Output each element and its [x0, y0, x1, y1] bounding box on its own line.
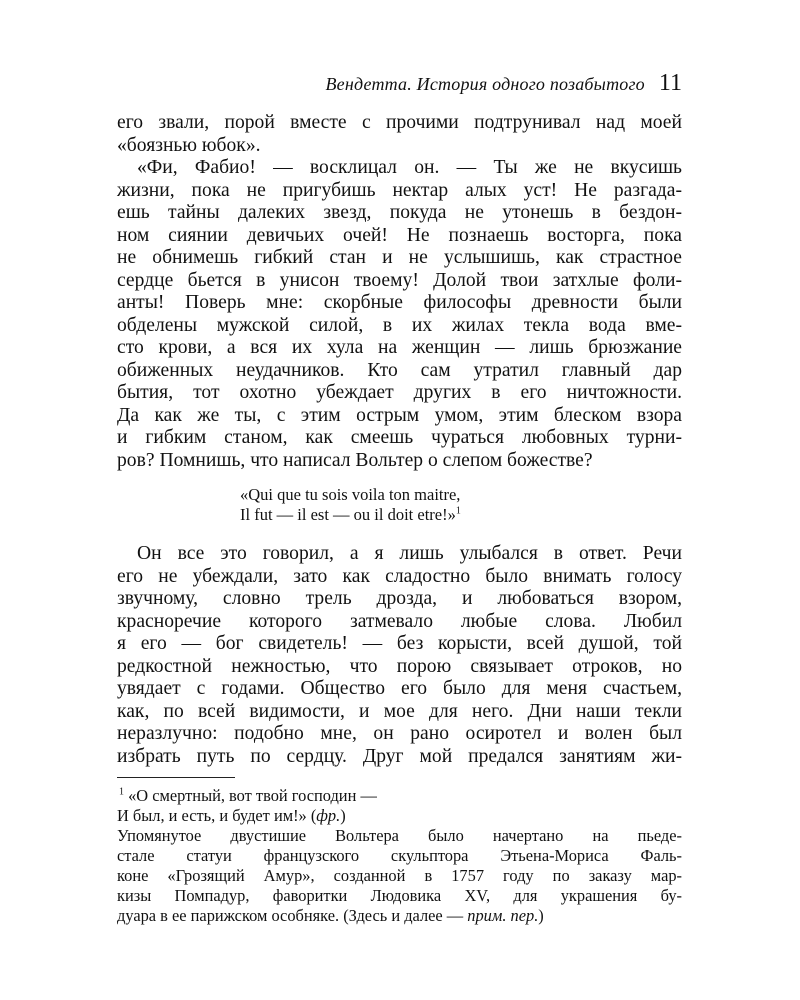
footnote-line [117, 806, 682, 826]
text-line: Да как же ты, с этим острым умом, этим блеском взора [117, 404, 682, 426]
verse-line-text: Il fut — il est — ou il doit etre!» [240, 505, 456, 524]
text-line: звучному, словно трель дрозда, и любоваться взором, [117, 588, 682, 609]
paragraph-3 [117, 543, 682, 768]
footnote-marker: 1 [119, 786, 124, 798]
text-line: ешь тайны далеких звезд, покуда не утонешь в бездон- [117, 202, 682, 223]
footnote-verse-line: И был, и есть, и будет им!» ( [117, 806, 317, 825]
footnote-lang: фр. [316, 806, 341, 825]
footnote-paren: ) [340, 806, 346, 825]
verse-line: «Qui que tu sois voila ton maitre, [240, 485, 461, 504]
footnote-note-type: прим. пер. [467, 906, 539, 925]
verse-line [240, 505, 682, 525]
footnote-line: Упомянутое двустишие Вольтера было начертано на пьеде- [117, 826, 682, 845]
text-line: не обнимешь гибкий стан и не услышишь, как страстное [117, 247, 682, 268]
text-line: «Фи, Фабио! — восклицал он. — Ты же не вкусишь [137, 157, 682, 178]
main-text [117, 112, 682, 768]
text-line: сердце бьется в унисон твоему! Долой твои затхлые фоли- [117, 269, 682, 291]
paragraph-1 [117, 112, 682, 157]
footnote-line [117, 786, 682, 806]
footnote-line: кизы Помпадур, фаворитки Людовика XV, для украшения бу- [117, 886, 682, 905]
footnote-line: коне «Грозящий Амур», созданной в 1757 году по заказу мар- [117, 866, 682, 885]
text-line: я его — бог свидетель! — без корысти, всей душой, той [117, 633, 682, 654]
text-line: бытия, тот охотно убеждает других в его ничтожности. [117, 382, 682, 403]
text-line: Он все это говорил, а я лишь улыбался в ответ. Речи [137, 543, 682, 564]
text-line: его не убеждали, зато как сладостно было внимать голосу [117, 565, 682, 587]
text-line: его звали, порой вместе с прочими подтрунивал над моей [117, 112, 682, 133]
text-line: ном сиянии девичьих очей! Не познаешь восторга, пока [117, 224, 682, 246]
running-title: Вендетта. История одного позабытого [325, 74, 645, 94]
text-line: обиженных неудачников. Кто сам утратил главный дар [117, 359, 682, 381]
text-line: «боязнью юбок». [117, 134, 261, 156]
footnote-text: дуара в ее парижском особняке. (Здесь и далее — [117, 906, 468, 925]
paragraph-2 [117, 157, 682, 472]
text-line: увядает с годами. Общество его было для меня счастьем, [117, 678, 682, 699]
footnote-ref: 1 [455, 505, 461, 517]
footnote-line [117, 906, 682, 926]
footnote-verse-line: «О смертный, вот твой господин — [128, 786, 377, 805]
footnote-line: стале статуи французского скульптора Этьена-Мориса Фаль- [117, 846, 682, 865]
text-line: сто крови, а вся их хула на женщин — лишь брюзжание [117, 337, 682, 358]
text-line: ров? Помнишь, что написал Вольтер о слепом божестве? [117, 449, 593, 471]
text-line: как, по всей видимости, и мое для него. Дни наши текли [117, 700, 682, 722]
text-line: жизни, пока не пригубишь нектар алых уст! Не разгада- [117, 179, 682, 201]
text-line: редкостной нежностью, что порою связывает отроков, но [117, 655, 682, 677]
running-head [117, 70, 682, 104]
text-line: обделены мужской силой, в их жилах текла вода вме- [117, 314, 682, 336]
text-line: анты! Поверь мне: скорбные философы древности были [117, 292, 682, 313]
text-line: неразлучно: подобно мне, он рано осиротел и волен был [117, 723, 682, 744]
verse-quote [240, 485, 682, 525]
footnote-paren: ) [538, 906, 544, 925]
text-line: и гибким станом, как смеешь чураться любовных турни- [117, 427, 682, 448]
page-number: 11 [658, 70, 682, 96]
text-line: избрать путь по сердцу. Друг мой предался занятиям жи- [117, 745, 682, 767]
footnote-divider [117, 777, 235, 778]
book-page [117, 70, 682, 926]
text-line: красноречие которого затмевало любые слова. Любил [117, 610, 682, 632]
footnote [117, 786, 682, 926]
